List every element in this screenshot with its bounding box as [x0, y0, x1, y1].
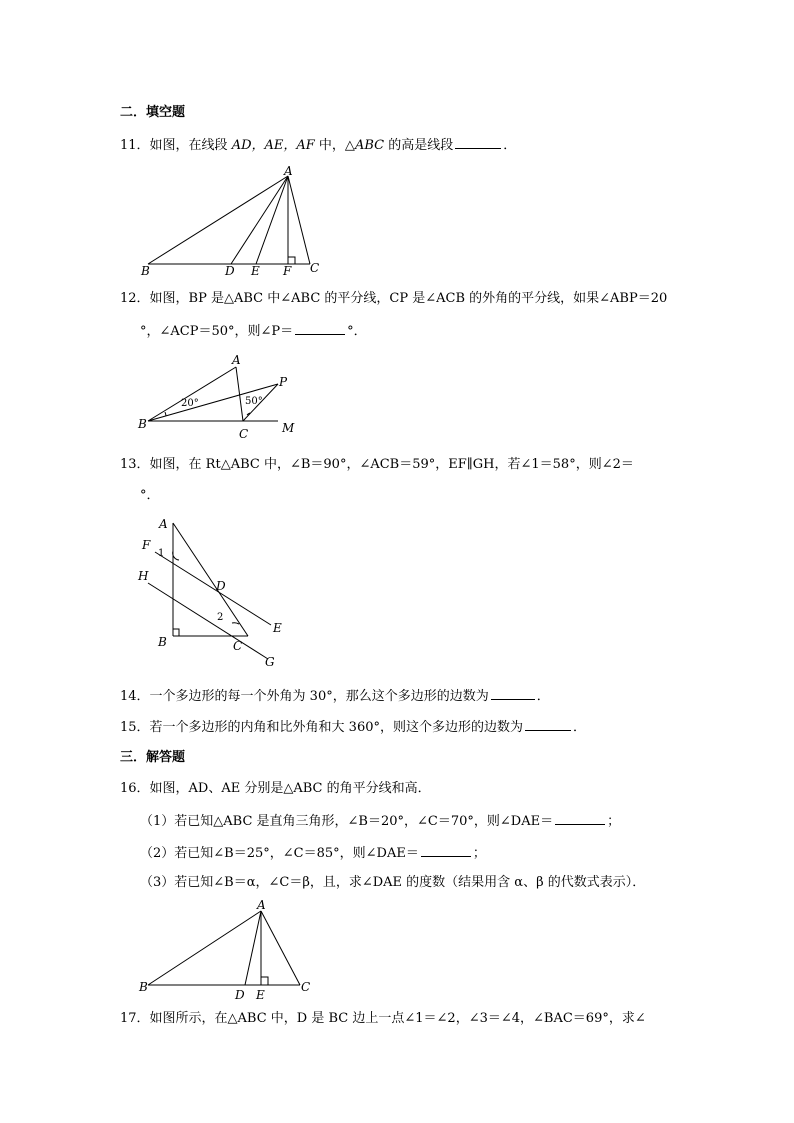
- q16-label-b: B: [139, 980, 148, 994]
- q17-number: 17．: [120, 1011, 150, 1026]
- q11-label-d: D: [225, 264, 235, 278]
- q15-answer-blank[interactable]: [525, 717, 571, 731]
- q12-number: 12．: [120, 291, 150, 306]
- q13-right-angle-mark: [173, 629, 179, 636]
- q16-part-3: （3）若已知∠B＝α，∠C＝β，且，求∠DAE 的度数（结果用含 α、β 的代数式表示）．: [140, 875, 646, 890]
- q13-label-c: C: [233, 639, 243, 653]
- question-11: [120, 135, 516, 155]
- q13-label-d: D: [216, 579, 226, 593]
- q12-label-m: M: [282, 421, 295, 435]
- q13-label-h: H: [138, 569, 149, 583]
- q16-figure: [135, 897, 325, 1005]
- q11-triangle: ABC: [354, 138, 385, 153]
- q13-label-g: G: [265, 655, 275, 669]
- q11-text-c: 的高是线段: [384, 138, 454, 153]
- q11-number: 11．: [120, 138, 150, 153]
- section-heading-fill-blank: 二．填空题: [120, 105, 186, 120]
- section-heading-answer: 三．解答题: [120, 750, 186, 765]
- q16-label-c: C: [301, 980, 311, 994]
- question-13-line-1: [120, 456, 634, 474]
- q12-angle-label-20: 20°: [181, 398, 199, 409]
- q12-label-c: C: [239, 427, 249, 441]
- q12-text-line-2a: °，∠ACP＝50°，则∠P＝: [140, 324, 294, 339]
- q16-label-d: D: [235, 988, 245, 1002]
- q16-text: 如图，AD、AE 分别是△ABC 的角平分线和高．: [149, 781, 431, 796]
- q16-part-1: [140, 811, 620, 831]
- q13-angle-label-2: 2: [217, 612, 224, 623]
- q16-part-2-blank[interactable]: [421, 843, 471, 857]
- q17-text: 如图所示，在△ABC 中，D 是 BC 边上一点∠1＝∠2，∠3＝∠4，∠BAC＝69°，求∠: [149, 1011, 646, 1026]
- q11-segment-ae: [256, 176, 288, 264]
- q11-text-a: 如图，在线段: [149, 138, 232, 153]
- q11-label-e: E: [251, 264, 260, 278]
- q12-label-b: B: [138, 417, 147, 431]
- q11-label-b: B: [141, 264, 150, 278]
- q11-text-b: 中，△: [314, 138, 355, 153]
- q16-part-2-text: （2）若已知∠B＝25°，∠C＝85°，则∠DAE＝: [140, 846, 419, 861]
- q13-text-line-1: 如图，在 Rt△ABC 中，∠B＝90°，∠ACB＝59°，EF∥GH，若∠1＝58°，则∠2＝: [149, 457, 634, 472]
- q11-right-angle-mark: [288, 257, 295, 264]
- q12-angle-label-50: 50°: [245, 396, 263, 407]
- q11-segment-ad: [231, 176, 288, 264]
- q13-line-fe: [155, 552, 271, 625]
- q16-segment-ad: [245, 911, 261, 985]
- question-14: [120, 686, 550, 706]
- q12-segment-ba: [148, 367, 236, 421]
- q13-figure: [135, 512, 295, 672]
- q13-number: 13．: [120, 457, 150, 472]
- q11-segment-ab: [148, 176, 288, 264]
- q14-end: ．: [536, 689, 550, 704]
- q13-label-e: E: [273, 621, 282, 635]
- q11-segments: AD，AE，AF: [231, 138, 315, 153]
- q13-label-a: A: [159, 517, 168, 531]
- q16-label-e: E: [256, 988, 265, 1002]
- q16-part-1-blank[interactable]: [555, 811, 605, 825]
- question-16: [120, 780, 431, 798]
- q11-label-c: C: [310, 261, 320, 275]
- question-13-line-2: °．: [140, 488, 160, 503]
- q11-figure: [135, 162, 335, 280]
- q13-label-f: F: [142, 538, 151, 552]
- q14-number: 14．: [120, 689, 150, 704]
- q16-segment-ab: [148, 911, 261, 985]
- q12-answer-blank[interactable]: [295, 321, 345, 335]
- q12-label-p: P: [279, 375, 288, 389]
- q13-label-b: B: [158, 635, 167, 649]
- q12-text-line-1: 如图，BP 是△ABC 中∠ABC 的平分线，CP 是∠ACB 的外角的平分线，如果∠ABP＝20: [149, 291, 668, 306]
- q16-part-1-end: ；: [607, 814, 621, 829]
- question-17: [120, 1010, 646, 1028]
- q12-figure: [135, 350, 305, 442]
- question-12-line-1: [120, 290, 667, 308]
- q15-number: 15．: [120, 720, 150, 735]
- q11-label-f: F: [283, 264, 292, 278]
- q11-label-a: A: [284, 164, 293, 178]
- q14-answer-blank[interactable]: [491, 686, 535, 700]
- q11-answer-blank[interactable]: [455, 135, 501, 149]
- question-12-line-2: [140, 321, 367, 341]
- q16-right-angle-mark: [261, 977, 268, 985]
- q15-text: 若一个多边形的内角和比外角和大 360°，则这个多边形的边数为: [149, 720, 523, 735]
- q16-part-2-end: ；: [472, 846, 486, 861]
- q16-part-1-text: （1）若已知△ABC 是直角三角形，∠B＝20°，∠C＝70°，则∠DAE＝: [140, 814, 554, 829]
- q13-angle-arc-1: [173, 551, 179, 560]
- q11-end: ．: [503, 138, 517, 153]
- question-15: [120, 717, 586, 737]
- q13-segment-ac: [173, 523, 248, 636]
- q14-text: 一个多边形的每一个外角为 30°，那么这个多边形的边数为: [149, 689, 489, 704]
- q16-part-2: [140, 843, 486, 863]
- q12-text-line-2b: °．: [347, 324, 367, 339]
- q16-segment-ac: [261, 911, 300, 985]
- q13-angle-arc-2: [232, 623, 239, 624]
- q16-label-a: A: [257, 898, 266, 912]
- q15-end: ．: [573, 720, 587, 735]
- q13-angle-label-1: 1: [158, 548, 165, 559]
- q11-segment-ac: [288, 176, 310, 264]
- q12-angle-arc-b: [165, 412, 166, 416]
- q12-label-a: A: [232, 353, 241, 367]
- q16-number: 16．: [120, 781, 150, 796]
